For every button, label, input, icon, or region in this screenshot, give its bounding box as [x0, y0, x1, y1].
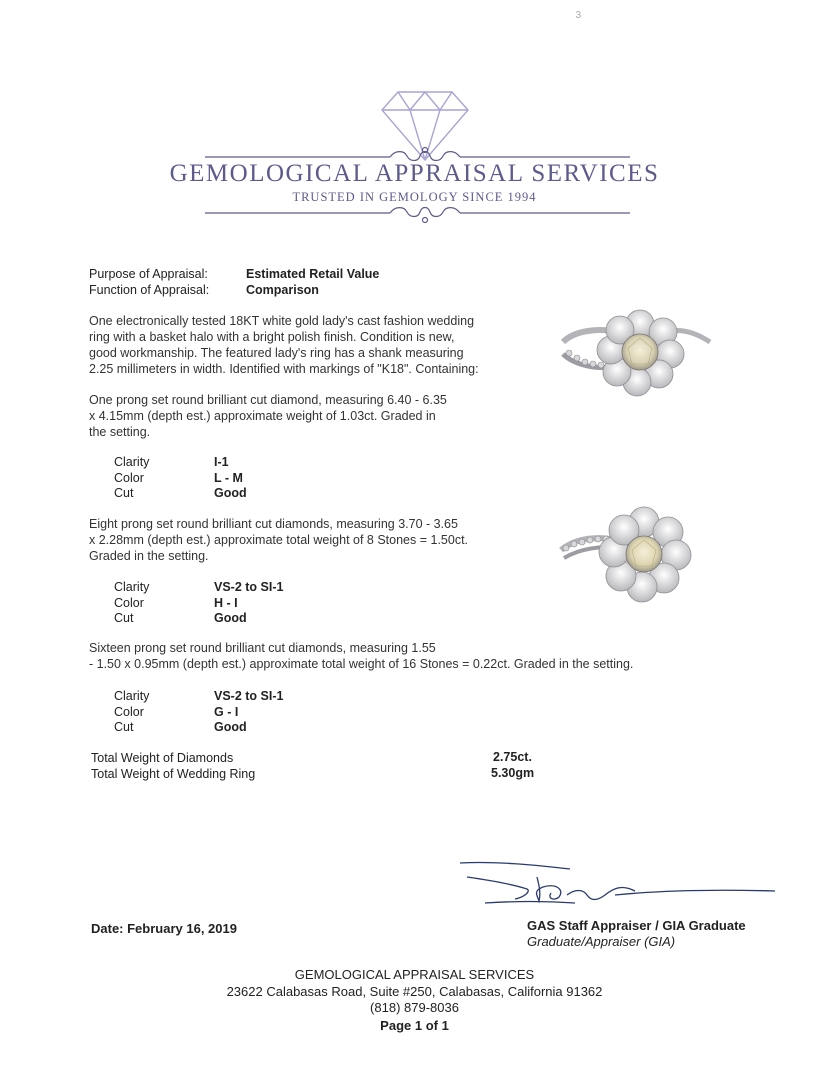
stone-2-description: [89, 516, 468, 564]
tagline: TRUSTED IN GEMOLOGY SINCE 1994: [292, 190, 537, 204]
color-label: Color: [114, 705, 144, 719]
corner-mark: 3: [575, 10, 581, 21]
purpose-label: Purpose of Appraisal:: [89, 267, 208, 281]
total-ring-label: Total Weight of Wedding Ring: [91, 767, 256, 781]
function-value: Comparison: [246, 283, 319, 297]
stone-3-line: - 1.50 x 0.95mm (depth est.) approximate total weight of 16 Stones = 0.22ct. Graded in the setting.: [89, 657, 634, 671]
clarity-label: Clarity: [114, 689, 150, 703]
cut-value: Good: [214, 611, 247, 625]
color-value: H - I: [214, 596, 238, 610]
clarity-label: Clarity: [114, 580, 150, 594]
stone-1-line: One prong set round brilliant cut diamond, measuring 6.40 - 6.35: [89, 393, 447, 407]
appraiser-title: GAS Staff Appraiser / GIA Graduate: [527, 918, 746, 933]
clarity-value: VS-2 to SI-1: [214, 580, 284, 594]
total-diamonds-value: 2.75ct.: [493, 750, 532, 764]
color-value: L - M: [214, 471, 243, 485]
color-value: G - I: [214, 705, 239, 719]
clarity-label: Clarity: [114, 455, 150, 469]
stone-3-line: Sixteen prong set round brilliant cut diamonds, measuring 1.55: [89, 641, 436, 655]
footer-phone: (818) 879-8036: [370, 1000, 459, 1015]
clarity-value: I-1: [214, 455, 229, 469]
ring-photo: [556, 492, 721, 610]
cut-label: Cut: [114, 611, 134, 625]
item-description: [89, 313, 479, 377]
cut-value: Good: [214, 720, 247, 734]
clarity-value: VS-2 to SI-1: [214, 689, 284, 703]
stone-2-line: Graded in the setting.: [89, 549, 209, 563]
appraisal-date: Date: February 16, 2019: [91, 921, 237, 936]
stone-1-line: x 4.15mm (depth est.) approximate weight of 1.03ct. Graded in: [89, 409, 436, 423]
ring-photo: [555, 292, 720, 407]
stone-2-line: x 2.28mm (depth est.) approximate total weight of 8 Stones = 1.50ct.: [89, 533, 469, 547]
cut-label: Cut: [114, 486, 134, 500]
company-name: GEMOLOGICAL APPRAISAL SERVICES: [169, 160, 660, 187]
footer-company: GEMOLOGICAL APPRAISAL SERVICES: [294, 967, 535, 982]
total-ring-value: 5.30gm: [491, 766, 535, 780]
cut-value: Good: [214, 486, 247, 500]
appraiser-subtitle: Graduate/Appraiser (GIA): [527, 934, 676, 949]
cut-label: Cut: [114, 720, 134, 734]
description-line: good workmanship. The featured lady's ring has a shank measuring: [89, 346, 464, 360]
stone-3-description: [89, 640, 633, 672]
signature: [455, 855, 785, 925]
purpose-value: Estimated Retail Value: [246, 267, 380, 281]
function-label: Function of Appraisal:: [89, 283, 210, 297]
page-number: Page 1 of 1: [380, 1018, 449, 1033]
total-diamonds-label: Total Weight of Diamonds: [91, 751, 234, 765]
stone-1-description: [89, 392, 447, 440]
stone-1-line: the setting.: [89, 425, 151, 439]
description-line: One electronically tested 18KT white gold lady's cast fashion wedding: [89, 314, 475, 328]
description-line: ring with a basket halo with a bright polish finish. Condition is new,: [89, 330, 455, 344]
description-line: 2.25 millimeters in width. Identified with markings of "K18". Containing:: [89, 362, 479, 376]
color-label: Color: [114, 471, 144, 485]
stone-2-line: Eight prong set round brilliant cut diamonds, measuring 3.70 - 3.65: [89, 517, 458, 531]
color-label: Color: [114, 596, 144, 610]
footer-address: 23622 Calabasas Road, Suite #250, Calabasas, California 91362: [226, 984, 603, 999]
